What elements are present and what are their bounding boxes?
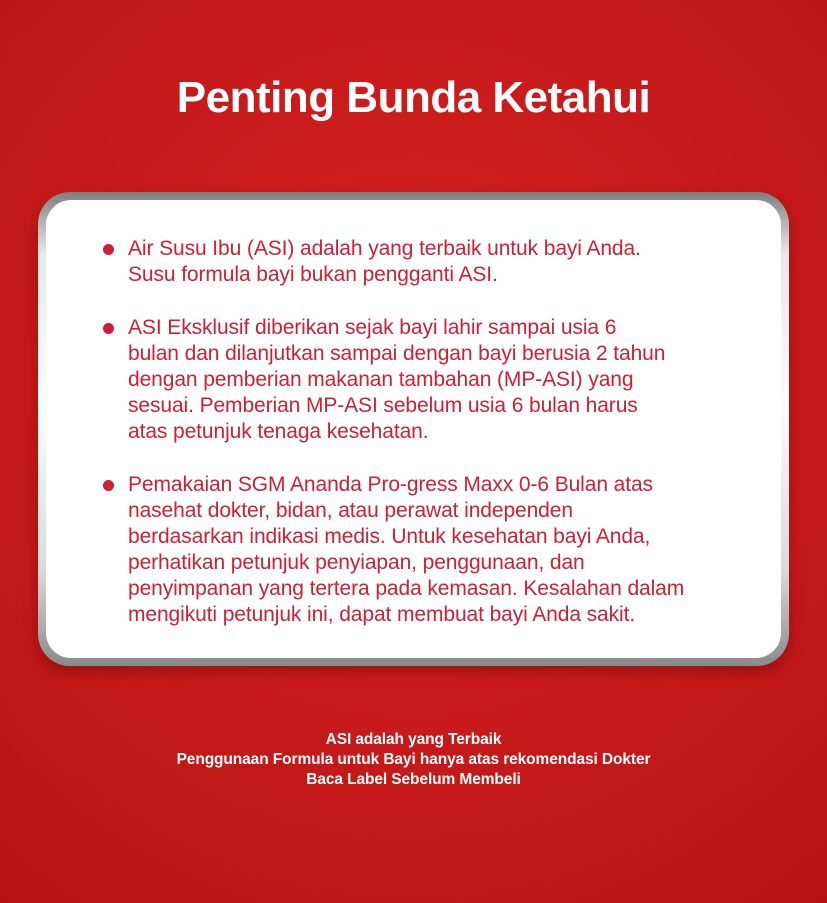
footer-line: ASI adalah yang Terbaik — [325, 731, 502, 748]
footer-line: Baca Label Sebelum Membeli — [306, 771, 521, 788]
bullet-text-line: dengan pemberian makanan tambahan (MP-ASI) yang — [128, 368, 634, 391]
page-title: Penting Bunda Ketahui — [176, 73, 651, 122]
bullet-text — [128, 236, 641, 288]
bullet-text-line: Susu formula bayi bukan pengganti ASI. — [128, 263, 498, 286]
bullet-text — [128, 472, 684, 628]
bullet-text-line: perhatikan petunjuk penyiapan, penggunaan, dan — [128, 551, 585, 574]
bullet-dot-icon — [103, 480, 114, 491]
bullet-text-line: Pemakaian SGM Ananda Pro-gress Maxx 0-6 Bulan atas — [128, 473, 653, 496]
bullet-item — [103, 472, 741, 628]
notice-card — [46, 200, 781, 658]
bullet-text — [128, 315, 665, 445]
promo-notice-page — [0, 73, 827, 903]
bullet-text-line: bulan dan dilanjutkan sampai dengan bayi berusia 2 tahun — [128, 342, 666, 365]
notice-card-rim — [38, 192, 789, 666]
bullet-text-line: nasehat dokter, bidan, atau perawat independen — [128, 499, 573, 522]
notice-bullet-list — [103, 236, 741, 628]
bullet-text-line: Air Susu Ibu (ASI) adalah yang terbaik untuk bayi Anda. — [128, 237, 641, 260]
bullet-dot-icon — [103, 323, 114, 334]
bullet-text-line: sesuai. Pemberian MP-ASI sebelum usia 6 bulan harus — [128, 394, 638, 417]
bullet-dot-icon — [103, 244, 114, 255]
bullet-text-line: berdasarkan indikasi medis. Untuk kesehatan bayi Anda, — [128, 525, 651, 548]
footer-line: Penggunaan Formula untuk Bayi hanya atas rekomendasi Dokter — [176, 751, 651, 768]
bullet-text-line: penyimpanan yang tertera pada kemasan. Kesalahan dalam — [128, 577, 685, 600]
footer-disclaimer — [0, 730, 827, 790]
bullet-text-line: atas petunjuk tenaga kesehatan. — [128, 420, 429, 443]
bullet-item — [103, 315, 741, 445]
bullet-text-line: mengikuti petunjuk ini, dapat membuat bayi Anda sakit. — [128, 603, 636, 626]
bullet-item — [103, 236, 741, 288]
bullet-text-line: ASI Eksklusif diberikan sejak bayi lahir sampai usia 6 — [128, 316, 617, 339]
